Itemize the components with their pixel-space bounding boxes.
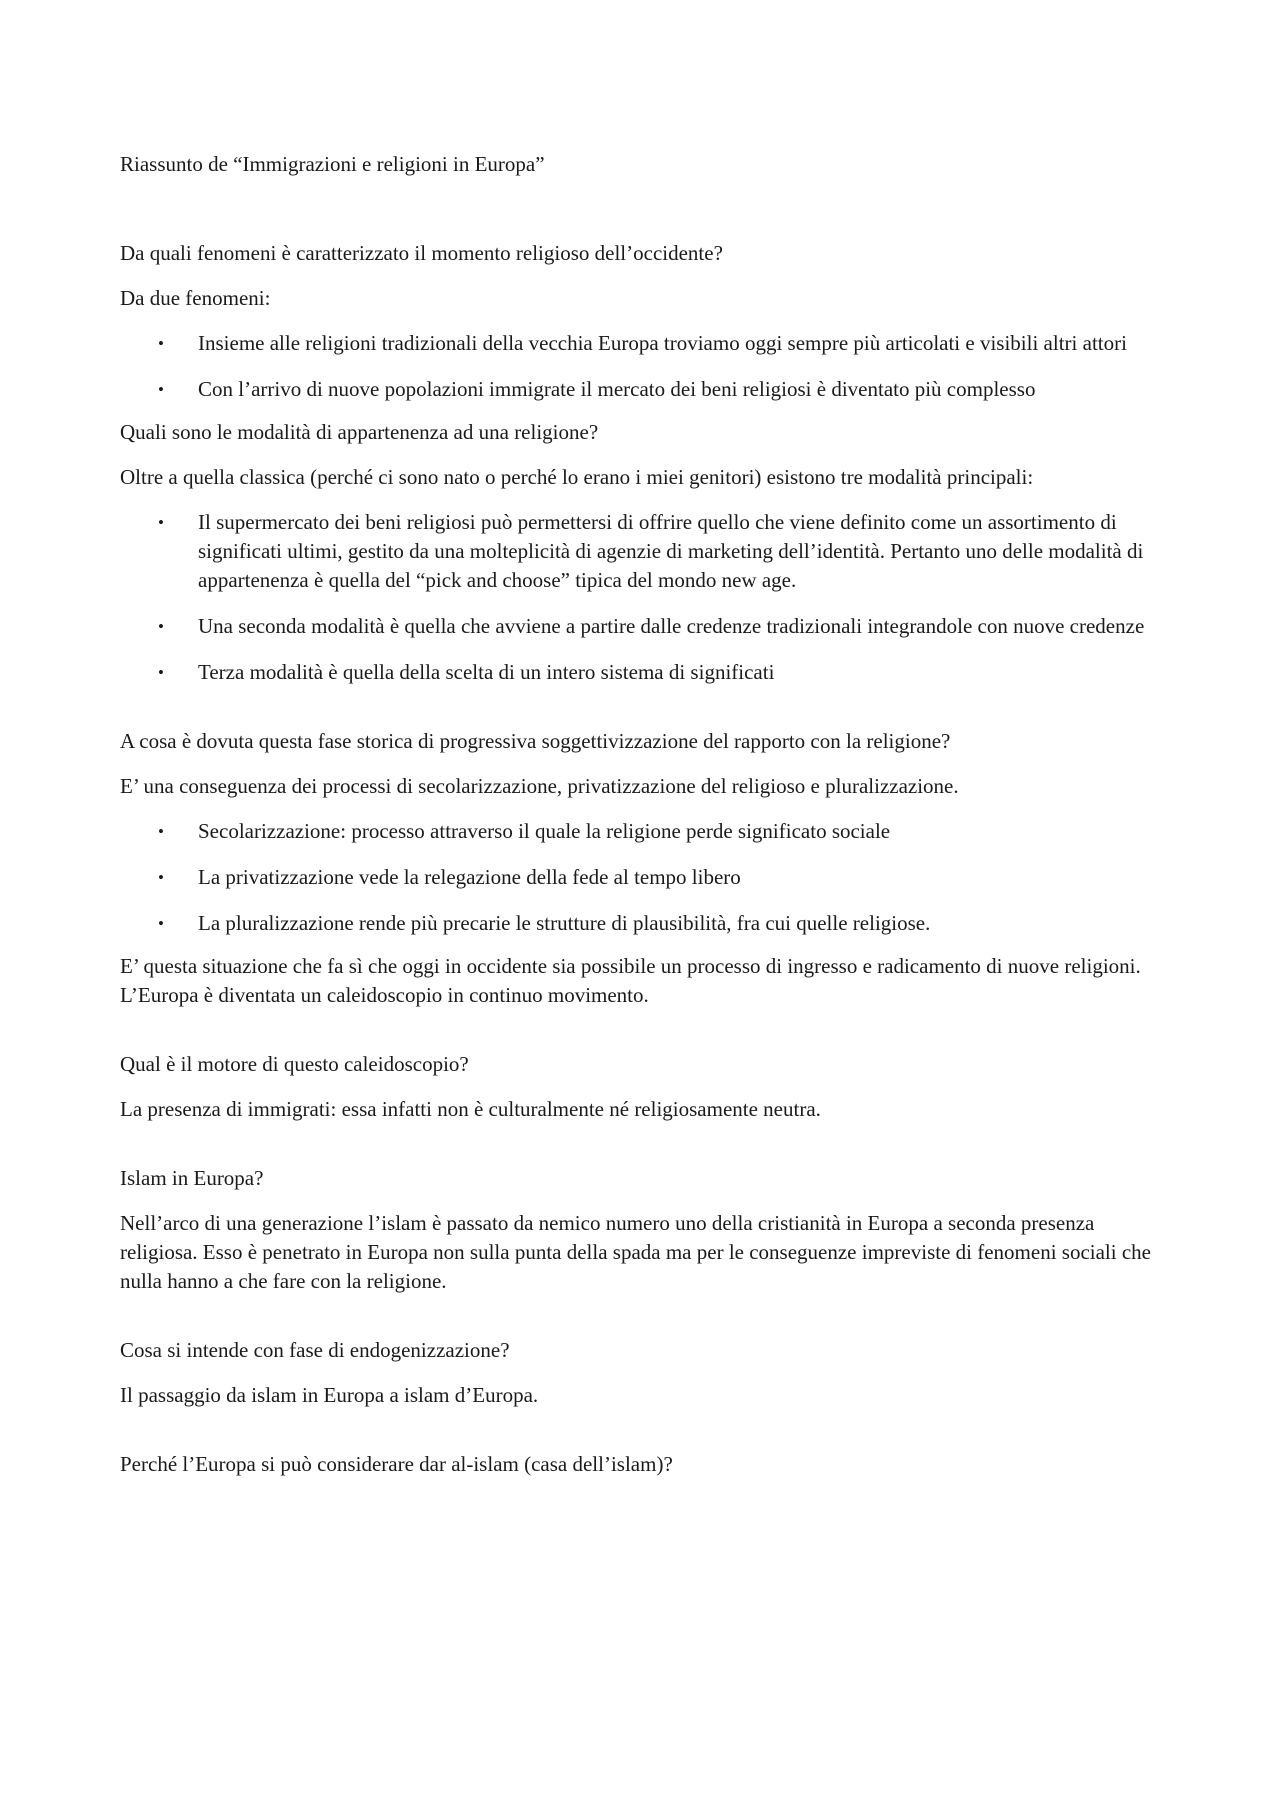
question: Cosa si intende con fase di endogenizzazione? xyxy=(120,1338,510,1362)
bullet-icon: • xyxy=(158,914,164,933)
answer: Nell’arco di una generazione l’islam è passato da nemico numero uno della cristianità in Europa a seconda presenza religiosa. Esso è penetrato in Europa non sulla punta della spada ma per le conseguenze impreviste di fenomeni sociali che nulla hanno a che fare con la religione. xyxy=(120,1211,1151,1293)
bullet-icon: • xyxy=(158,663,164,682)
bullet-list xyxy=(120,329,1170,404)
bullet-icon: • xyxy=(158,617,164,636)
list-item xyxy=(120,375,1170,404)
list-item-text: Terza modalità è quella della scelta di un intero sistema di significati xyxy=(198,660,775,684)
question: A cosa è dovuta questa fase storica di progressiva soggettivizzazione del rapporto con la religione? xyxy=(120,729,951,753)
bullet-icon: • xyxy=(158,513,164,532)
list-item xyxy=(120,863,1170,892)
document-body xyxy=(120,150,1170,1495)
document-title: Riassunto de “Immigrazioni e religioni in Europa” xyxy=(120,152,545,176)
list-item-text: Insieme alle religioni tradizionali della vecchia Europa troviamo oggi sempre più articolati e visibili altri attori xyxy=(198,331,1127,355)
list-item xyxy=(120,658,1170,687)
answer: Oltre a quella classica (perché ci sono nato o perché lo erano i miei genitori) esistono tre modalità principali: xyxy=(120,465,1034,489)
list-item xyxy=(120,329,1170,358)
answer: La presenza di immigrati: essa infatti non è culturalmente né religiosamente neutra. xyxy=(120,1097,821,1121)
answer: Da due fenomeni: xyxy=(120,286,271,310)
list-item-text: Con l’arrivo di nuove popolazioni immigrate il mercato dei beni religiosi è diventato più complesso xyxy=(198,377,1036,401)
question: Islam in Europa? xyxy=(120,1166,264,1190)
list-item-text: Una seconda modalità è quella che avviene a partire dalle credenze tradizionali integrandole con nuove credenze xyxy=(198,614,1145,638)
list-item-text: La pluralizzazione rende più precarie le strutture di plausibilità, fra cui quelle religiose. xyxy=(198,911,931,935)
bullet-list xyxy=(120,508,1170,687)
list-item xyxy=(120,817,1170,846)
answer: Il passaggio da islam in Europa a islam d’Europa. xyxy=(120,1383,539,1407)
bullet-icon: • xyxy=(158,380,164,399)
bullet-list xyxy=(120,817,1170,938)
bullet-icon: • xyxy=(158,334,164,353)
list-item xyxy=(120,508,1170,595)
list-item-text: Secolarizzazione: processo attraverso il quale la religione perde significato sociale xyxy=(198,819,891,843)
answer-followup: E’ questa situazione che fa sì che oggi in occidente sia possibile un processo di ingresso e radicamento di nuove religioni. L’Europa è diventata un caleidoscopio in continuo movimento. xyxy=(120,954,1141,1007)
list-item xyxy=(120,612,1170,641)
question: Da quali fenomeni è caratterizzato il momento religioso dell’occidente? xyxy=(120,241,723,265)
question: Quali sono le modalità di appartenenza ad una religione? xyxy=(120,420,599,444)
question: Qual è il motore di questo caleidoscopio? xyxy=(120,1052,469,1076)
bullet-icon: • xyxy=(158,822,164,841)
answer: E’ una conseguenza dei processi di secolarizzazione, privatizzazione del religioso e pluralizzazione. xyxy=(120,774,959,798)
bullet-icon: • xyxy=(158,868,164,887)
list-item xyxy=(120,909,1170,938)
list-item-text: La privatizzazione vede la relegazione della fede al tempo libero xyxy=(198,865,741,889)
question: Perché l’Europa si può considerare dar al-islam (casa dell’islam)? xyxy=(120,1452,673,1476)
list-item-text: Il supermercato dei beni religiosi può permettersi di offrire quello che viene definito come un assortimento di significati ultimi, gestito da una molteplicità di agenzie di marketing dell’identità. Pertanto uno delle modalità di appartenenza è quella del “pick and choose” tipica del mondo new age. xyxy=(198,510,1144,592)
